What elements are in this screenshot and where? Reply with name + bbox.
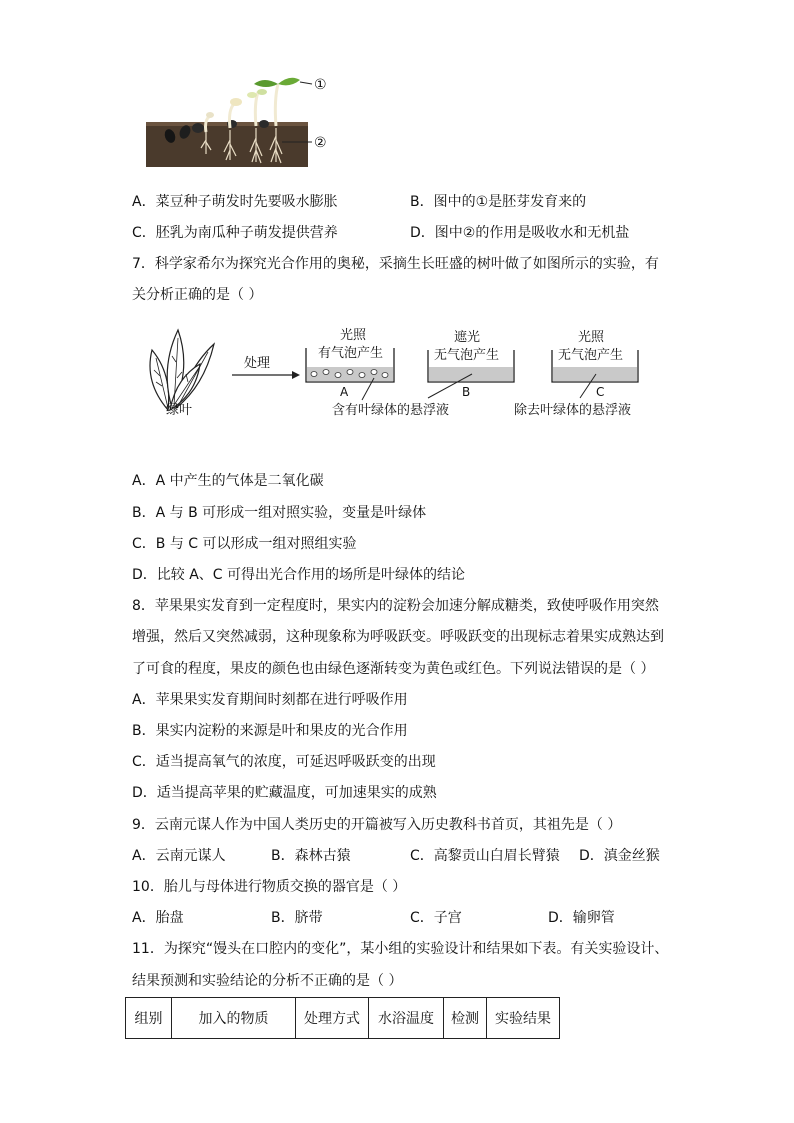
q10-option-d: D．输卵管 [548,910,615,926]
q7-option-b: B．A 与 B 可形成一组对照实验，变量是叶绿体 [132,505,427,521]
q9-option-a: A．云南元谋人 [132,848,226,864]
q9-option-c: C．高黎贡山白眉长臂猿 [410,848,560,864]
q10-option-a: A．胎盘 [132,910,184,926]
c-text: 无气泡产生 [558,348,624,363]
q8-option-b: B．果实内淀粉的来源是叶和果皮的光合作用 [132,723,408,739]
photosynthesis-experiment-figure [138,322,658,422]
q10-option-c: C．子宫 [410,910,462,926]
table-header-cell: 组别 [126,998,172,1039]
table-header-cell: 实验结果 [487,998,560,1039]
experiment-table [125,997,560,1039]
soil [146,122,308,167]
a-text: 有气泡产生 [318,346,384,361]
table-header-cell: 水浴温度 [369,998,444,1039]
q6-option-c: C．胚乳为南瓜种子萌发提供营养 [132,225,338,241]
table-header-cell: 处理方式 [296,998,369,1039]
q7-stem-line2: 关分析正确的是（ ） [132,287,263,303]
q11-stem-line2: 结果预测和实验结论的分析不正确的是（ ） [132,973,403,989]
c-letter: C [596,385,605,399]
q8-option-a: A．苹果果实发育期间时刻都在进行呼吸作用 [132,692,408,708]
q6-option-b: B．图中的①是胚芽发育来的 [410,194,587,210]
q7-option-d: D．比较 A、C 可得出光合作用的场所是叶绿体的结论 [132,567,466,583]
q9-stem: 9．云南元谋人作为中国人类历史的开篇被写入历史教科书首页，其祖先是（ ） [132,817,622,833]
q8-stem-line3: 了可食的程度，果皮的颜色也由绿色逐渐转变为黄色或红色。下列说法错误的是（ ） [132,661,655,677]
b-text: 无气泡产生 [434,348,500,363]
q10-option-b: B．脐带 [271,910,323,926]
q10-stem: 10．胎儿与母体进行物质交换的器官是（ ） [132,879,407,895]
q7-stem-line1: 7．科学家希尔为探究光合作用的奥秘，采摘生长旺盛的树叶做了如图所示的实验，有 [132,256,659,272]
process-label: 处理 [244,356,271,371]
q8-stem-line1: 8．苹果果实发育到一定程度时，果实内的淀粉会加速分解成糖类，致使呼吸作用突然 [132,598,659,614]
table-header-cell: 检测 [444,998,487,1039]
q9-option-d: D．滇金丝猴 [579,848,660,864]
label-2: ② [314,135,327,151]
c-top-label: 光照 [578,330,605,345]
q6-option-d: D．图中②的作用是吸收水和无机盐 [410,225,630,241]
q6-option-a: A．菜豆种子萌发时先要吸水膨胀 [132,194,338,210]
leaf-label: 绿叶 [166,403,193,418]
a-top-label: 光照 [340,328,367,343]
q8-option-d: D．适当提高苹果的贮藏温度，可加速果实的成熟 [132,785,437,801]
note-left: 含有叶绿体的悬浮液 [332,403,450,418]
table-header-cell: 加入的物质 [172,998,296,1039]
a-letter: A [340,385,349,399]
q8-option-c: C．适当提高氧气的浓度，可延迟呼吸跃变的出现 [132,754,436,770]
q8-stem-line2: 增强，然后又突然减弱，这种现象称为呼吸跃变。呼吸跃变的出现标志着果实成熟达到 [132,629,664,645]
q9-option-b: B．森林古猿 [271,848,351,864]
b-letter: B [462,385,471,399]
label-1: ① [314,77,327,93]
q11-stem-line1: 11．为探究“馒头在口腔内的变化”，某小组的实验设计和结果如下表。有关实验设计、 [132,941,669,957]
seed-germination-figure [140,70,340,170]
b-top-label: 遮光 [454,330,481,345]
q7-option-c: C．B 与 C 可以形成一组对照组实验 [132,536,357,552]
table-header-row [126,998,560,1039]
note-right: 除去叶绿体的悬浮液 [514,403,632,418]
q7-option-a: A．A 中产生的气体是二氧化碳 [132,473,324,489]
